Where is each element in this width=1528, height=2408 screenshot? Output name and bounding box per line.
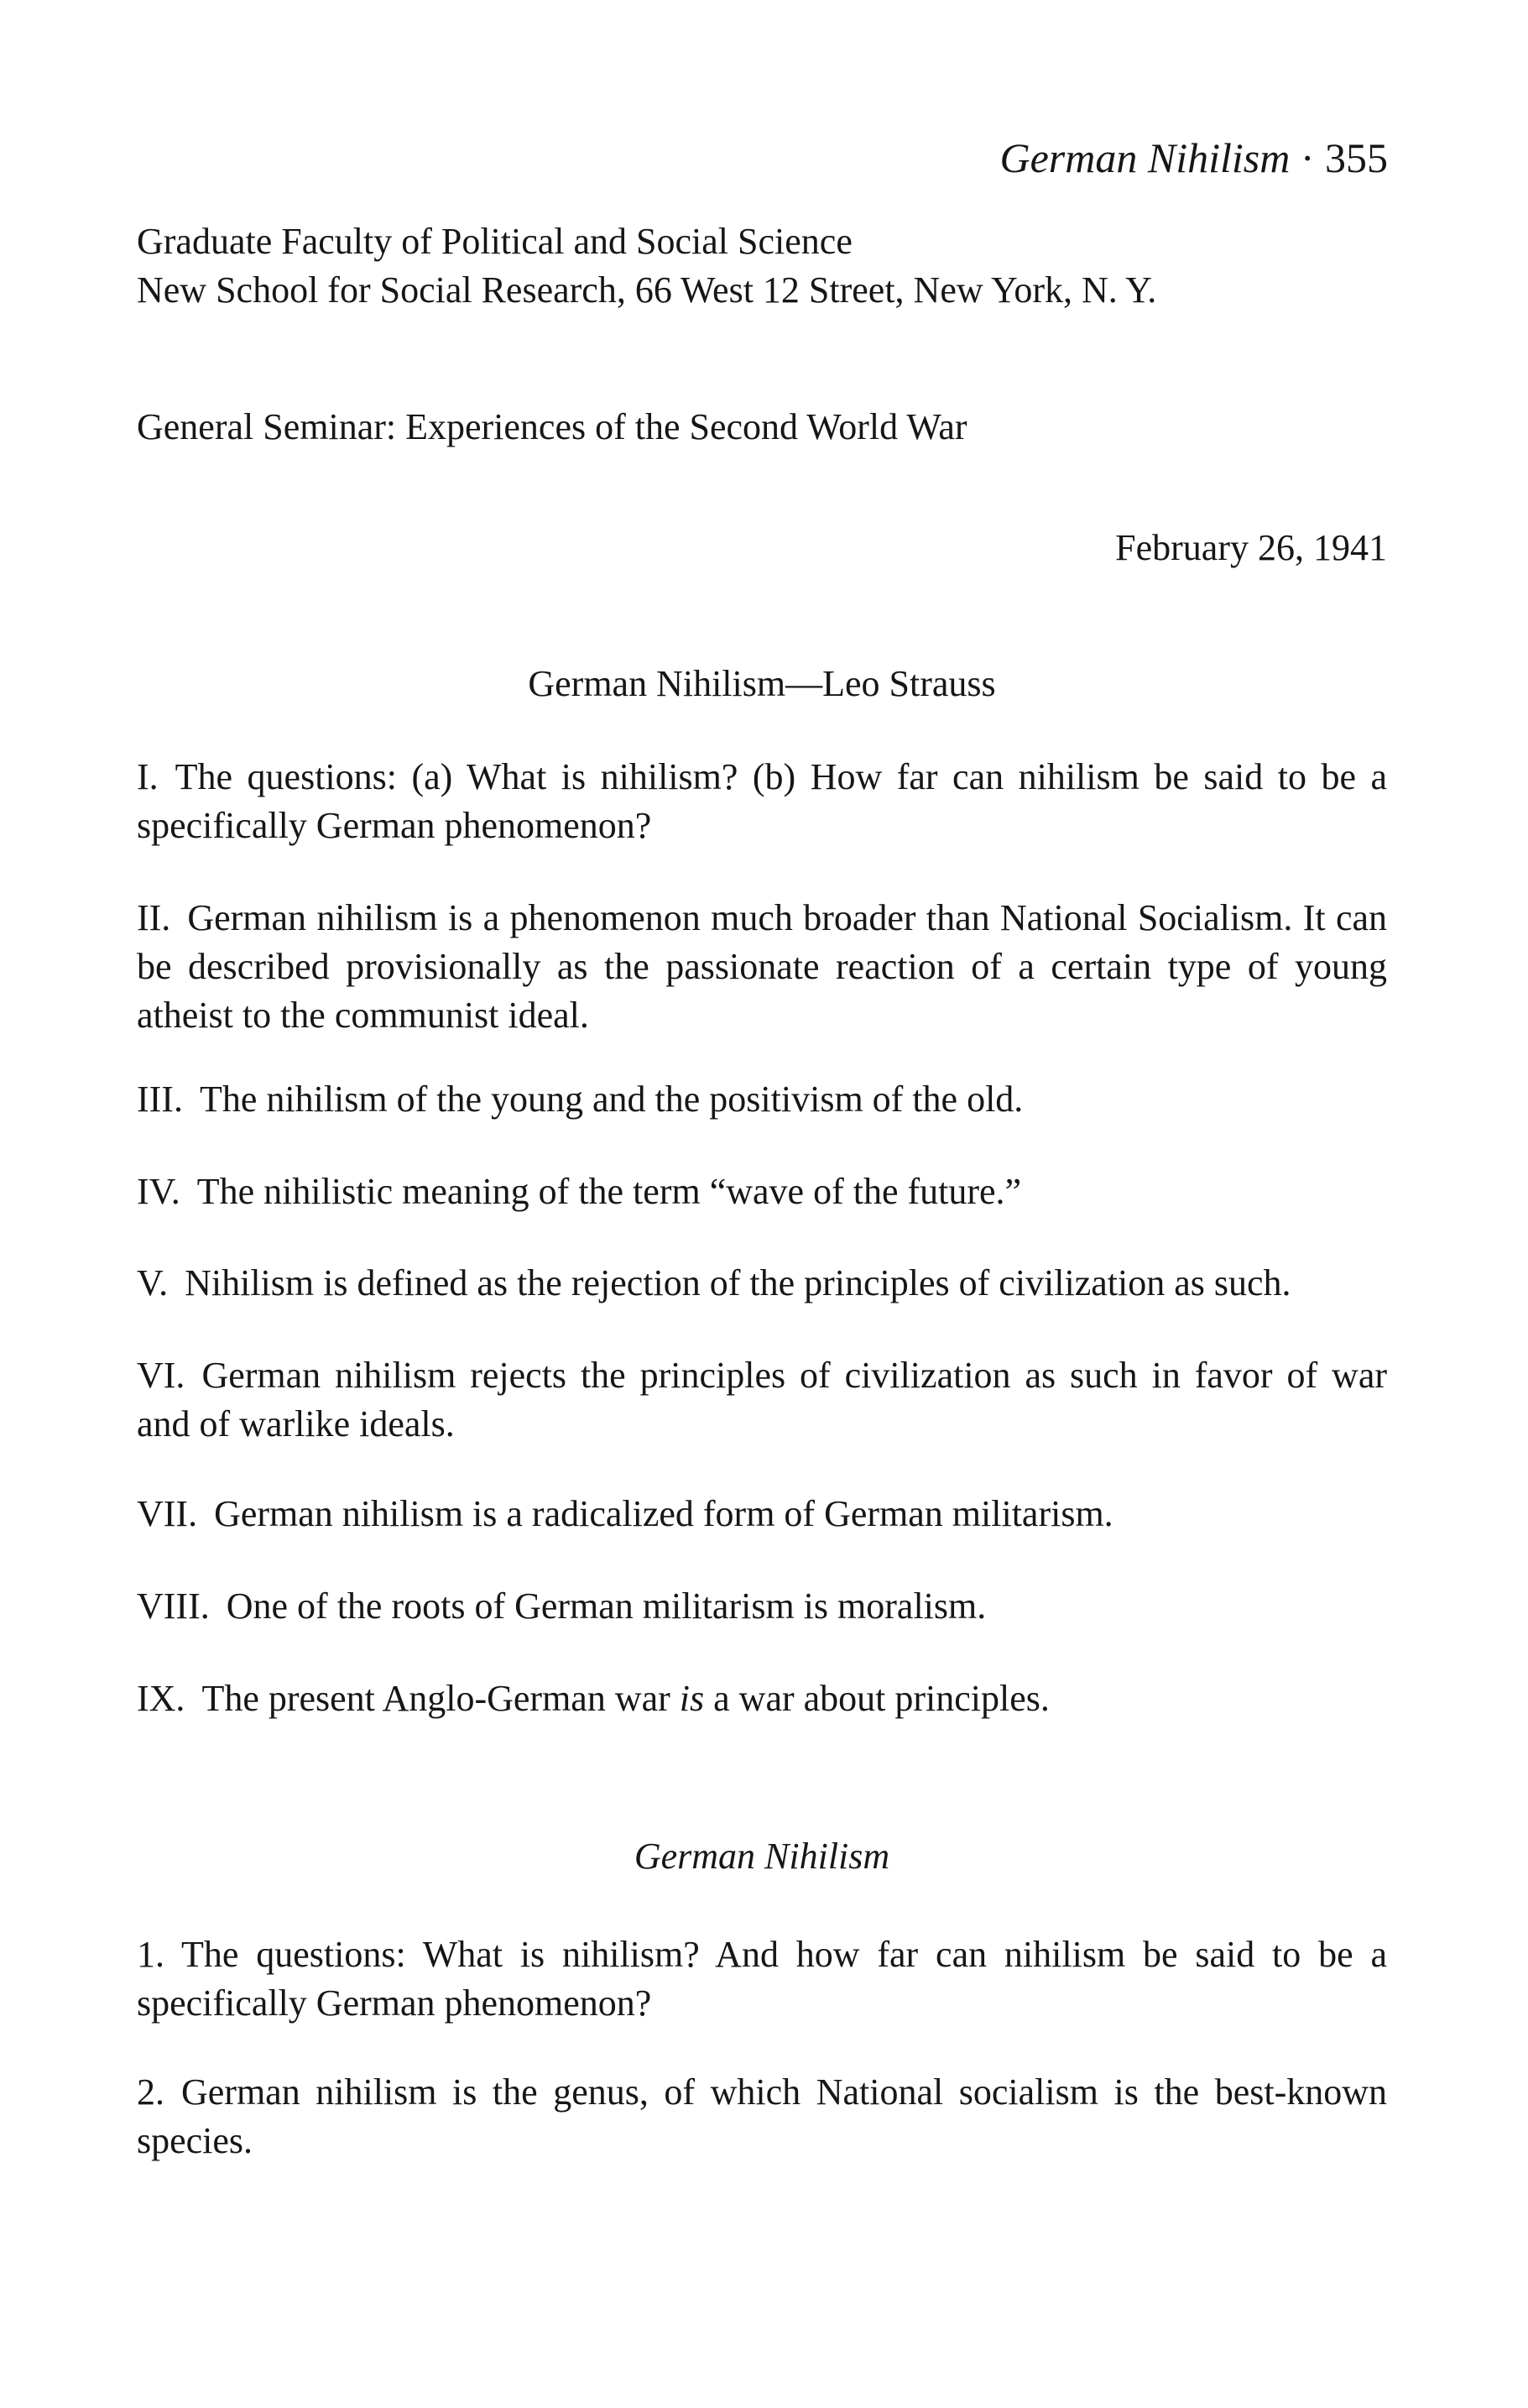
section-heading: German Nihilism bbox=[634, 1836, 890, 1877]
page-number: 355 bbox=[1325, 134, 1388, 181]
outline-text: Nihilism is defined as the rejection of the principles of civilization as such. bbox=[185, 1262, 1291, 1303]
outline-item-1 bbox=[137, 753, 1387, 850]
outline-item-6 bbox=[137, 1351, 1387, 1449]
outline-text-before: The present Anglo-German war bbox=[201, 1678, 670, 1719]
outline-item-9 bbox=[137, 1674, 1387, 1723]
paragraph-number: 1. bbox=[137, 1934, 164, 1975]
running-head bbox=[999, 133, 1388, 183]
outline-text-emphasis: is bbox=[679, 1678, 705, 1719]
outline-text: German nihilism is a radicalized form of German militarism. bbox=[214, 1493, 1113, 1534]
paragraph-text: German nihilism is the genus, of which National socialism is the best-known species. bbox=[137, 2071, 1387, 2161]
institution-line-2: New School for Social Research, 66 West 12 Street, New York, N. Y. bbox=[137, 269, 1157, 311]
outline-text: The nihilistic meaning of the term “wave of the future.” bbox=[196, 1171, 1022, 1212]
paragraph-text: The questions: What is nihilism? And how far can nihilism be said to be a specifically German phenomenon? bbox=[137, 1934, 1387, 2024]
outline-number: III. bbox=[137, 1079, 183, 1120]
seminar-title: General Seminar: Experiences of the Second World War bbox=[137, 406, 967, 447]
outline-item-2 bbox=[137, 894, 1387, 1040]
outline-number: II. bbox=[137, 897, 171, 938]
outline-text: The nihilism of the young and the positivism of the old. bbox=[199, 1079, 1024, 1120]
paragraph-2 bbox=[137, 2068, 1387, 2165]
outline-item-4 bbox=[137, 1167, 1387, 1216]
running-head-separator: · bbox=[1300, 134, 1315, 181]
outline-item-5 bbox=[137, 1259, 1387, 1308]
outline-text: One of the roots of German militarism is moralism. bbox=[226, 1585, 987, 1627]
lecture-title: German Nihilism—Leo Strauss bbox=[528, 663, 996, 704]
outline-number: IX. bbox=[137, 1678, 185, 1719]
paragraph-number: 2. bbox=[137, 2071, 164, 2113]
outline-item-3 bbox=[137, 1075, 1387, 1124]
outline-text-after: a war about principles. bbox=[713, 1678, 1050, 1719]
paragraph-1 bbox=[137, 1930, 1387, 2028]
outline-item-8 bbox=[137, 1582, 1387, 1631]
outline-number: V. bbox=[137, 1262, 169, 1303]
outline-text: The questions: (a) What is nihilism? (b) How far can nihilism be said to be a specifically German phenomenon? bbox=[137, 756, 1387, 846]
running-head-title: German Nihilism bbox=[999, 134, 1291, 181]
outline-number: VII. bbox=[137, 1493, 198, 1534]
institution-block bbox=[137, 217, 1387, 315]
outline-number: I. bbox=[137, 756, 159, 797]
outline-text: German nihilism rejects the principles of civilization as such in favor of war and of warlike ideals. bbox=[137, 1355, 1387, 1444]
outline-number: IV. bbox=[137, 1171, 180, 1212]
outline-number: VI. bbox=[137, 1355, 185, 1396]
outline-item-7 bbox=[137, 1490, 1387, 1538]
outline-number: VIII. bbox=[137, 1585, 210, 1627]
date: February 26, 1941 bbox=[1115, 527, 1387, 568]
institution-line-1: Graduate Faculty of Political and Social Science bbox=[137, 221, 853, 262]
outline-text: German nihilism is a phenomenon much broader than National Socialism. It can be described provisionally as the passionate reaction of a certain type of young atheist to the communist ideal. bbox=[137, 897, 1387, 1036]
